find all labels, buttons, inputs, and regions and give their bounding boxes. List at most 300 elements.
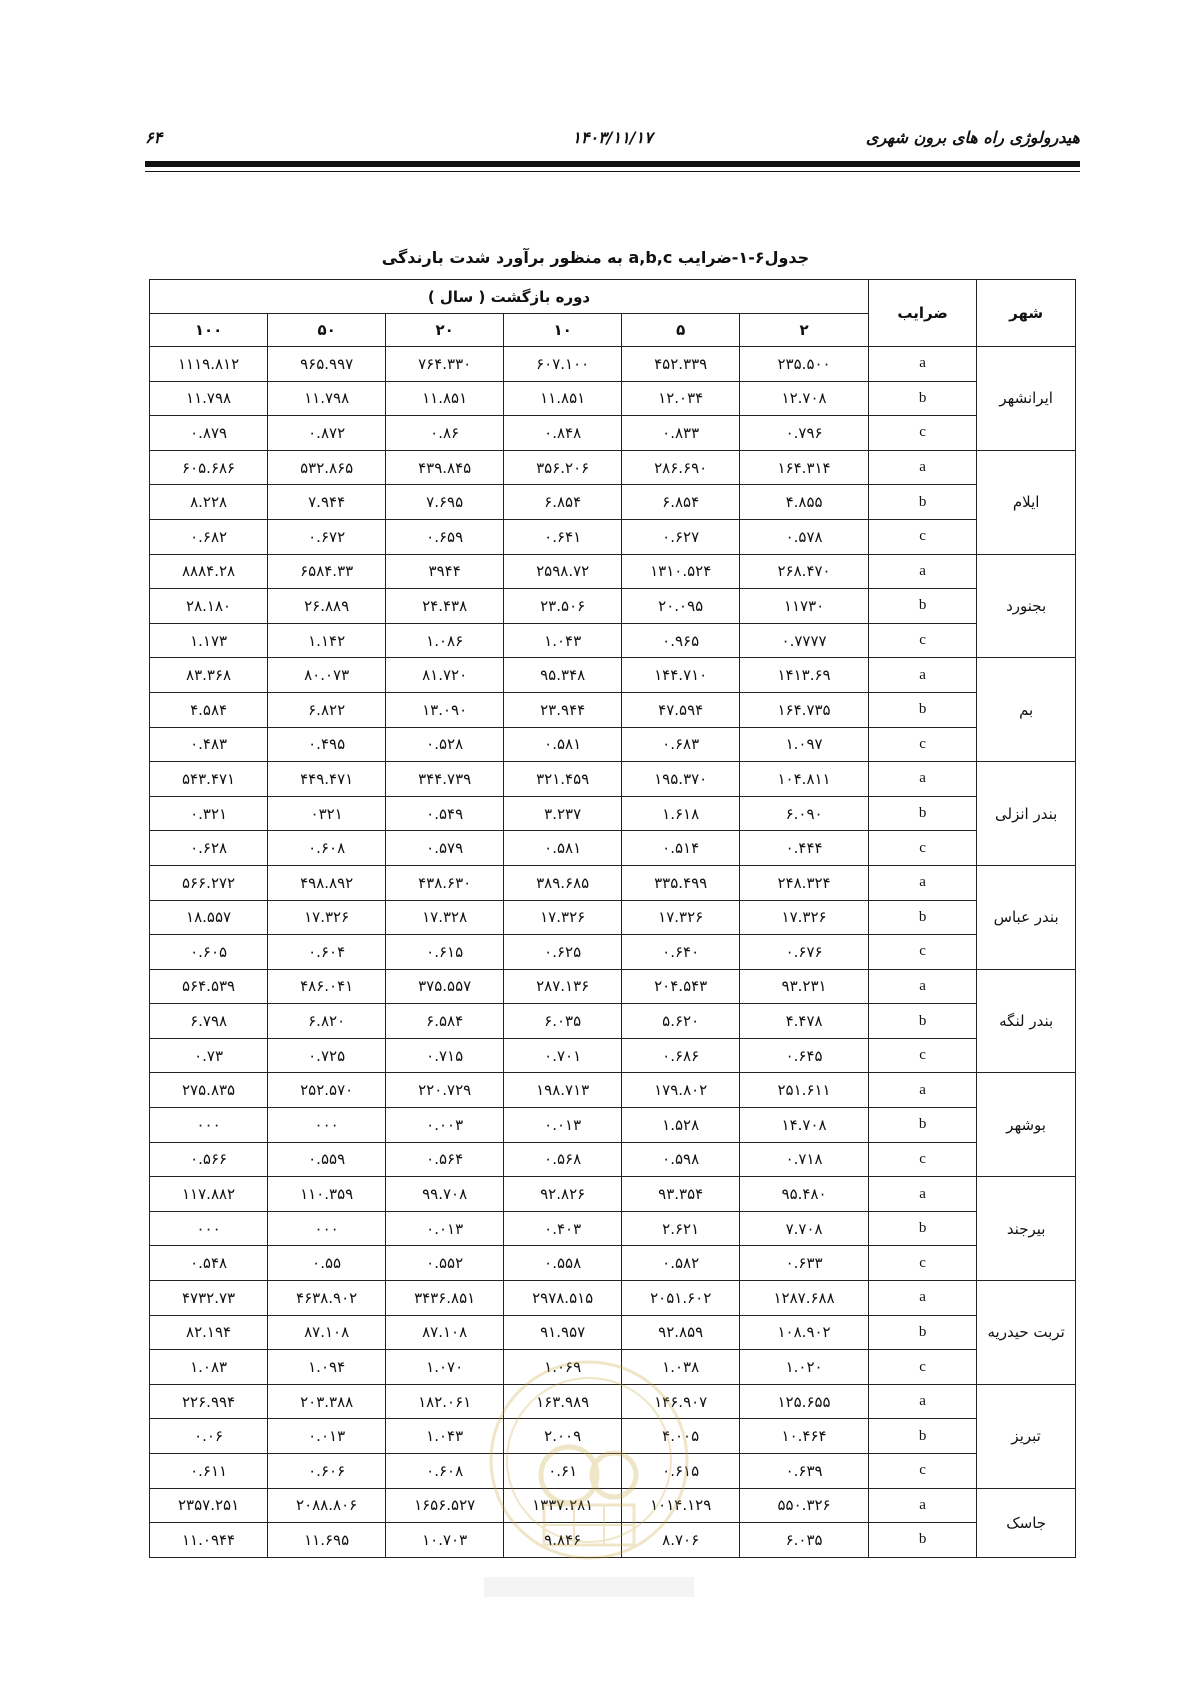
header-rule-thin [145,171,1080,172]
value-cell: ۲.۰۰۹ [504,1419,622,1454]
value-cell: ۳۴۳۶.۸۵۱ [386,1281,504,1316]
value-cell: ۵۶۶.۲۷۲ [150,865,268,900]
value-cell: ۱۱.۷۹۸ [150,381,268,416]
value-cell: ۴.۰۰۵ [622,1419,740,1454]
value-cell: ۹۹.۷۰۸ [386,1177,504,1212]
book-title: هیدرولوژی راه های برون شهری [865,128,1080,147]
value-cell: ۱۲۸۷.۶۸۸ [740,1281,869,1316]
value-cell: ۰.۶۴۰ [622,935,740,970]
value-cell: ۳۸۹.۶۸۵ [504,865,622,900]
value-cell: ۰.۷۱۵ [386,1038,504,1073]
value-cell: ۶۵۸۴.۳۳ [268,554,386,589]
page-header [145,128,1080,158]
value-cell: ۰.۸۷۹ [150,416,268,451]
value-cell: ۱۸۲.۰۶۱ [386,1384,504,1419]
value-cell: ۰۰۰ [268,1211,386,1246]
value-cell: ۶.۵۸۴ [386,1004,504,1039]
value-cell: ۸.۷۰۶ [622,1523,740,1558]
value-cell: ۰.۵۸۱ [504,727,622,762]
value-cell: ۳۷۵.۵۵۷ [386,969,504,1004]
table-row [150,485,1076,520]
coefficient-label: a [868,1488,976,1523]
value-cell: ۲۸.۱۸۰ [150,589,268,624]
value-cell: ۱۷.۳۲۶ [504,900,622,935]
table-row [150,1315,1076,1350]
value-cell: ۱.۰۷۰ [386,1350,504,1385]
coefficient-label: c [868,519,976,554]
value-cell: ۰.۰۱۳ [386,1211,504,1246]
value-cell: ۰.۷۹۶ [740,416,869,451]
value-cell: ۹۵.۳۴۸ [504,658,622,693]
value-cell: ۰.۶۱۵ [622,1454,740,1489]
value-cell: ۰۰۰ [150,1211,268,1246]
coefficient-label: b [868,1315,976,1350]
value-cell: ۰.۶۴۱ [504,519,622,554]
value-cell: ۱۰.۷۰۳ [386,1523,504,1558]
value-cell: ۲۶۸.۴۷۰ [740,554,869,589]
value-cell: ۰.۶۰۵ [150,935,268,970]
value-cell: ۸۱.۷۲۰ [386,658,504,693]
value-cell: ۱.۰۶۹ [504,1350,622,1385]
value-cell: ۸۸۸۴.۲۸ [150,554,268,589]
value-cell: ۲۲۰.۷۲۹ [386,1073,504,1108]
coefficient-label: c [868,416,976,451]
value-cell: ۰.۷۱۸ [740,1142,869,1177]
value-cell: ۱.۰۸۳ [150,1350,268,1385]
value-cell: ۴.۴۷۸ [740,1004,869,1039]
value-cell: ۱.۰۹۴ [268,1350,386,1385]
value-cell: ۱۱.۸۵۱ [504,381,622,416]
value-cell: ۷۶۴.۳۳۰ [386,347,504,382]
table-row [150,554,1076,589]
coefficient-label: a [868,1281,976,1316]
header-return-period: دوره بازگشت ( سال ) [150,280,869,314]
value-cell: ۰.۳۲۱ [150,796,268,831]
value-cell: ۰.۶۰۸ [386,1454,504,1489]
value-cell: ۹۱.۹۵۷ [504,1315,622,1350]
coefficient-label: a [868,1073,976,1108]
value-cell: ۴۶۳۸.۹۰۲ [268,1281,386,1316]
value-cell: ۰.۶۱۱ [150,1454,268,1489]
value-cell: ۲۲۶.۹۹۴ [150,1384,268,1419]
value-cell: ۱۳۳۷.۲۸۱ [504,1488,622,1523]
value-cell: ۶.۰۳۵ [504,1004,622,1039]
value-cell: ۵۳۲.۸۶۵ [268,450,386,485]
coefficient-label: b [868,1211,976,1246]
coefficient-label: b [868,900,976,935]
city-name: بیرجند [977,1177,1076,1281]
value-cell: ۳۴۴.۷۳۹ [386,762,504,797]
value-cell: ۱.۰۳۸ [622,1350,740,1385]
value-cell: ۱۰۸.۹۰۲ [740,1315,869,1350]
value-cell: ۱۱.۸۵۱ [386,381,504,416]
value-cell: ۰.۵۴۹ [386,796,504,831]
value-cell: ۸.۲۲۸ [150,485,268,520]
value-cell: ۵۴۳.۴۷۱ [150,762,268,797]
value-cell: ۲۰۵۱.۶۰۲ [622,1281,740,1316]
coefficient-label: b [868,1419,976,1454]
value-cell: ۲۰.۰۹۵ [622,589,740,624]
table-row [150,692,1076,727]
value-cell: ۶۰۷.۱۰۰ [504,347,622,382]
value-cell: ۲۳۵.۵۰۰ [740,347,869,382]
coefficient-label: a [868,658,976,693]
value-cell: ۹۳.۲۳۱ [740,969,869,1004]
value-cell: ۹۶۵.۹۹۷ [268,347,386,382]
value-cell: ۰۰۰ [150,1108,268,1143]
value-cell: ۸۳.۳۶۸ [150,658,268,693]
value-cell: ۰.۵۵۹ [268,1142,386,1177]
value-cell: ۰.۶۱۵ [386,935,504,970]
coefficient-label: a [868,450,976,485]
table-row [150,416,1076,451]
value-cell: ۱۴۶.۹۰۷ [622,1384,740,1419]
table-row [150,1142,1076,1177]
value-cell: ۱۶۵۶.۵۲۷ [386,1488,504,1523]
value-cell: ۴۹۸.۸۹۲ [268,865,386,900]
header-period: ۵۰ [268,314,386,347]
value-cell: ۰.۸۳۳ [622,416,740,451]
value-cell: ۹۳.۳۵۴ [622,1177,740,1212]
value-cell: ۰.۴۰۳ [504,1211,622,1246]
value-cell: ۱۱۱۹.۸۱۲ [150,347,268,382]
value-cell: ۹۲.۸۵۹ [622,1315,740,1350]
value-cell: ۲۵۲.۵۷۰ [268,1073,386,1108]
value-cell: ۱۳۱۰.۵۲۴ [622,554,740,589]
coefficient-label: a [868,554,976,589]
value-cell: ۴۴۹.۴۷۱ [268,762,386,797]
city-name: بندر انزلی [977,762,1076,866]
value-cell: ۴۷.۵۹۴ [622,692,740,727]
value-cell: ۰.۵۲۸ [386,727,504,762]
value-cell: ۳۳۵.۴۹۹ [622,865,740,900]
value-cell: ۱۷.۳۲۶ [268,900,386,935]
value-cell: ۱۷.۳۲۶ [622,900,740,935]
value-cell: ۱.۰۴۳ [386,1419,504,1454]
value-cell: ۰.۶۱ [504,1454,622,1489]
value-cell: ۰.۹۶۵ [622,623,740,658]
value-cell: ۰.۰۱۳ [504,1108,622,1143]
value-cell: ۲۰۴.۵۴۳ [622,969,740,1004]
value-cell: ۰۳۲۱ [268,796,386,831]
value-cell: ۳.۲۳۷ [504,796,622,831]
value-cell: ۱.۱۷۳ [150,623,268,658]
table-row [150,623,1076,658]
value-cell: ۰.۶۳۹ [740,1454,869,1489]
coefficient-label: b [868,381,976,416]
value-cell: ۲۵۱.۶۱۱ [740,1073,869,1108]
value-cell: ۰.۶۸۳ [622,727,740,762]
value-cell: ۷.۷۰۸ [740,1211,869,1246]
value-cell: ۲۸۷.۱۳۶ [504,969,622,1004]
value-cell: ۱.۰۸۶ [386,623,504,658]
value-cell: ۸۷.۱۰۸ [268,1315,386,1350]
city-name: بوشهر [977,1073,1076,1177]
value-cell: ۰.۵۱۴ [622,831,740,866]
value-cell: ۱۴۱۳.۶۹ [740,658,869,693]
coefficient-label: c [868,1038,976,1073]
value-cell: ۰.۵۸۲ [622,1246,740,1281]
value-cell: ۲۶.۸۸۹ [268,589,386,624]
value-cell: ۰.۵۵ [268,1246,386,1281]
value-cell: ۴۳۸.۶۳۰ [386,865,504,900]
coefficient-label: c [868,1246,976,1281]
value-cell: ۲۰۳.۳۸۸ [268,1384,386,1419]
value-cell: ۹.۸۴۶ [504,1523,622,1558]
value-cell: ۴.۵۸۴ [150,692,268,727]
coefficient-label: a [868,347,976,382]
coefficient-label: a [868,762,976,797]
city-name: بم [977,658,1076,762]
value-cell: ۰.۵۷۹ [386,831,504,866]
table-row [150,658,1076,693]
value-cell: ۱.۰۴۳ [504,623,622,658]
value-cell: ۶.۸۵۴ [622,485,740,520]
value-cell: ۰.۶۵۹ [386,519,504,554]
header-date: ۱۴۰۳/۱۱/۱۷ [572,128,653,147]
coefficient-label: b [868,796,976,831]
city-name: بجنورد [977,554,1076,658]
table-row [150,1038,1076,1073]
header-period: ۲ [740,314,869,347]
value-cell: ۷.۶۹۵ [386,485,504,520]
table-row [150,381,1076,416]
coefficient-label: b [868,692,976,727]
value-cell: ۰.۶۸۲ [150,519,268,554]
city-name: بندر لنگه [977,969,1076,1073]
value-cell: ۶.۰۹۰ [740,796,869,831]
value-cell: ۱.۵۲۸ [622,1108,740,1143]
value-cell: ۰.۶۸۶ [622,1038,740,1073]
value-cell: ۶۰۵.۶۸۶ [150,450,268,485]
table-caption: جدول۶-۱-ضرایب a,b,c به منظور برآورد شدت بارندگی [381,248,810,267]
value-cell: ۵۶۴.۵۳۹ [150,969,268,1004]
value-cell: ۵۵۰.۳۲۶ [740,1488,869,1523]
value-cell: ۱۷.۳۲۸ [386,900,504,935]
coefficient-label: c [868,623,976,658]
table-row [150,1004,1076,1039]
value-cell: ۷.۹۴۴ [268,485,386,520]
value-cell: ۱.۱۴۲ [268,623,386,658]
value-cell: ۱۱۰.۳۵۹ [268,1177,386,1212]
header-period: ۱۰۰ [150,314,268,347]
value-cell: ۳۵۶.۲۰۶ [504,450,622,485]
value-cell: ۱۸.۵۵۷ [150,900,268,935]
value-cell: ۰.۵۷۸ [740,519,869,554]
value-cell: ۱۷۹.۸۰۲ [622,1073,740,1108]
coefficient-label: c [868,1142,976,1177]
value-cell: ۰.۸۶ [386,416,504,451]
value-cell: ۰.۴۹۵ [268,727,386,762]
coefficient-label: c [868,727,976,762]
value-cell: ۱۲.۷۰۸ [740,381,869,416]
value-cell: ۰.۴۴۴ [740,831,869,866]
coefficient-label: c [868,831,976,866]
value-cell: ۲۸۶.۶۹۰ [622,450,740,485]
table-row [150,969,1076,1004]
table-row [150,589,1076,624]
value-cell: ۰.۵۶۴ [386,1142,504,1177]
coefficient-label: b [868,485,976,520]
city-name: تبریز [977,1384,1076,1488]
value-cell: ۱۱۷.۸۸۲ [150,1177,268,1212]
table-row [150,865,1076,900]
value-cell: ۲۳.۹۴۴ [504,692,622,727]
value-cell: ۱۹۵.۳۷۰ [622,762,740,797]
value-cell: ۲۴.۴۳۸ [386,589,504,624]
value-cell: ۱.۰۹۷ [740,727,869,762]
value-cell: ۳۲۱.۴۵۹ [504,762,622,797]
value-cell: ۲۰۸۸.۸۰۶ [268,1488,386,1523]
value-cell: ۱.۶۱۸ [622,796,740,831]
table-row [150,762,1076,797]
value-cell: ۳۹۴۴ [386,554,504,589]
value-cell: ۸۰.۰۷۳ [268,658,386,693]
coefficient-label: b [868,589,976,624]
page-number: ۶۴ [145,128,163,147]
value-cell: ۲۳۵۷.۲۵۱ [150,1488,268,1523]
value-cell: ۰.۶۷۲ [268,519,386,554]
value-cell: ۲.۶۲۱ [622,1211,740,1246]
value-cell: ۰.۵۶۶ [150,1142,268,1177]
city-name: تربت حیدریه [977,1281,1076,1385]
value-cell: ۶.۸۵۴ [504,485,622,520]
value-cell: ۱۱۷۳۰ [740,589,869,624]
value-cell: ۰.۵۹۸ [622,1142,740,1177]
value-cell: ۰.۶۲۵ [504,935,622,970]
value-cell: ۴.۸۵۵ [740,485,869,520]
value-cell: ۰.۷۷۷۷ [740,623,869,658]
value-cell: ۰.۷۰۱ [504,1038,622,1073]
header-coefficients: ضرایب [868,280,976,347]
value-cell: ۱۲۵.۶۵۵ [740,1384,869,1419]
value-cell: ۴۳۹.۸۴۵ [386,450,504,485]
value-cell: ۰.۶۷۶ [740,935,869,970]
value-cell: ۰.۷۳ [150,1038,268,1073]
value-cell: ۱۷.۳۲۶ [740,900,869,935]
city-name: جاسک [977,1488,1076,1557]
header-city: شهر [977,280,1076,347]
value-cell: ۰.۸۴۸ [504,416,622,451]
value-cell: ۵.۶۲۰ [622,1004,740,1039]
value-cell: ۴۵۲.۳۳۹ [622,347,740,382]
header-rule-thick [145,161,1080,167]
value-cell: ۲۳.۵۰۶ [504,589,622,624]
value-cell: ۴۷۳۲.۷۳ [150,1281,268,1316]
value-cell: ۹۵.۴۸۰ [740,1177,869,1212]
value-cell: ۱۱.۷۹۸ [268,381,386,416]
value-cell: ۶.۸۲۲ [268,692,386,727]
value-cell: ۰.۵۴۸ [150,1246,268,1281]
value-cell: ۱۰۱۴.۱۲۹ [622,1488,740,1523]
value-cell: ۰.۶۲۷ [622,519,740,554]
coefficient-label: a [868,1177,976,1212]
value-cell: ۰۰۰ [268,1108,386,1143]
watermark-logo [484,1355,694,1605]
value-cell: ۶.۸۲۰ [268,1004,386,1039]
value-cell: ۱۶۳.۹۸۹ [504,1384,622,1419]
value-cell: ۶.۷۹۸ [150,1004,268,1039]
value-cell: ۰.۵۶۸ [504,1142,622,1177]
value-cell: ۰.۷۲۵ [268,1038,386,1073]
table-row [150,1211,1076,1246]
value-cell: ۰.۶۰۸ [268,831,386,866]
coefficient-label: c [868,1454,976,1489]
coefficient-label: c [868,1350,976,1385]
value-cell: ۱۴۴.۷۱۰ [622,658,740,693]
value-cell: ۸۲.۱۹۴ [150,1315,268,1350]
city-name: ایلام [977,450,1076,554]
city-name: بندر عباس [977,865,1076,969]
table-row [150,796,1076,831]
value-cell: ۲۵۹۸.۷۲ [504,554,622,589]
header-period: ۲۰ [386,314,504,347]
value-cell: ۲۴۸.۳۲۴ [740,865,869,900]
city-name: ایرانشهر [977,347,1076,451]
value-cell: ۰.۴۸۳ [150,727,268,762]
value-cell: ۱۰۴.۸۱۱ [740,762,869,797]
value-cell: ۱۹۸.۷۱۳ [504,1073,622,1108]
table-row [150,450,1076,485]
value-cell: ۹۲.۸۲۶ [504,1177,622,1212]
table-row [150,1246,1076,1281]
value-cell: ۰.۶۰۶ [268,1454,386,1489]
value-cell: ۰.۵۸۱ [504,831,622,866]
value-cell: ۶.۰۳۵ [740,1523,869,1558]
value-cell: ۱۱.۶۹۵ [268,1523,386,1558]
value-cell: ۸۷.۱۰۸ [386,1315,504,1350]
table-row [150,900,1076,935]
coefficient-label: b [868,1523,976,1558]
value-cell: ۲۹۷۸.۵۱۵ [504,1281,622,1316]
value-cell: ۱۶۴.۷۳۵ [740,692,869,727]
value-cell: ۲۷۵.۸۳۵ [150,1073,268,1108]
value-cell: ۱۴.۷۰۸ [740,1108,869,1143]
header-period: ۵ [622,314,740,347]
value-cell: ۰.۶۴۵ [740,1038,869,1073]
value-cell: ۰.۰۶ [150,1419,268,1454]
coefficient-label: c [868,935,976,970]
value-cell: ۱۶۴.۳۱۴ [740,450,869,485]
table-row [150,831,1076,866]
coefficient-label: a [868,969,976,1004]
value-cell: ۰.۵۵۲ [386,1246,504,1281]
table-row [150,727,1076,762]
coefficient-label: b [868,1004,976,1039]
value-cell: ۰.۵۵۸ [504,1246,622,1281]
value-cell: ۰.۸۷۲ [268,416,386,451]
value-cell: ۱۲.۰۳۴ [622,381,740,416]
value-cell: ۴۸۶.۰۴۱ [268,969,386,1004]
table-row [150,1177,1076,1212]
value-cell: ۰.۶۰۴ [268,935,386,970]
value-cell: ۰.۶۳۳ [740,1246,869,1281]
table-row [150,1281,1076,1316]
coefficient-label: a [868,865,976,900]
value-cell: ۰.۰۱۳ [268,1419,386,1454]
table-row [150,1073,1076,1108]
value-cell: ۱۰.۴۶۴ [740,1419,869,1454]
value-cell: ۱۱.۰۹۴۴ [150,1523,268,1558]
value-cell: ۱.۰۲۰ [740,1350,869,1385]
table-row [150,519,1076,554]
coefficient-label: b [868,1108,976,1143]
header-period: ۱۰ [504,314,622,347]
value-cell: ۰.۶۲۸ [150,831,268,866]
value-cell: ۰.۰۰۳ [386,1108,504,1143]
table-row [150,935,1076,970]
table-row [150,1108,1076,1143]
